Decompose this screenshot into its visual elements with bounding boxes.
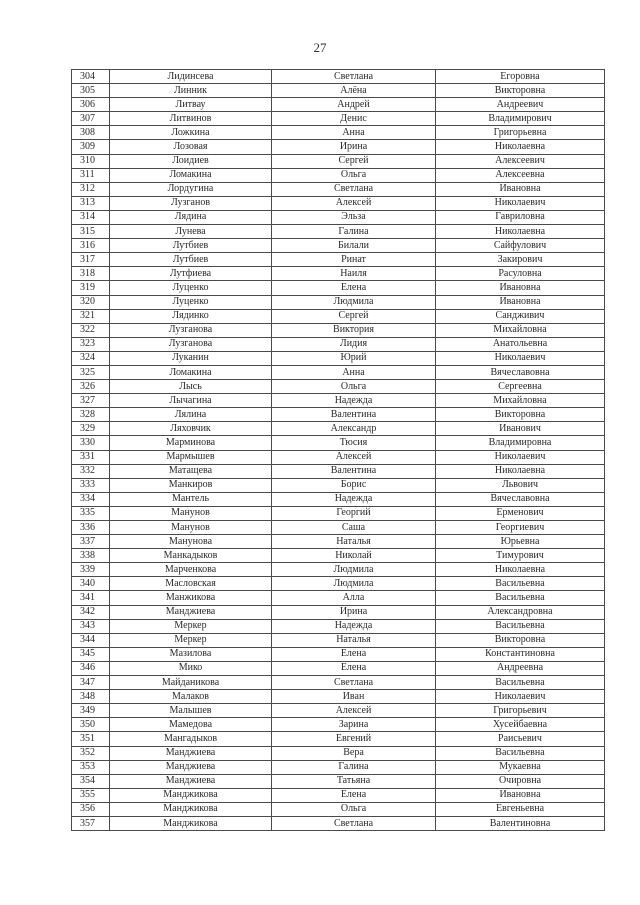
row-number-cell: 329: [72, 422, 110, 436]
last-name-cell: Манджикова: [110, 816, 272, 830]
patronymic-cell: Андреевич: [436, 98, 605, 112]
names-table: [71, 69, 605, 831]
row-number-cell: 353: [72, 760, 110, 774]
first-name-cell: Ирина: [272, 605, 436, 619]
row-number-cell: 330: [72, 436, 110, 450]
last-name-cell: Лядинко: [110, 309, 272, 323]
first-name-cell: Борис: [272, 478, 436, 492]
row-number-cell: 310: [72, 154, 110, 168]
first-name-cell: Алла: [272, 591, 436, 605]
row-number-cell: 350: [72, 718, 110, 732]
first-name-cell: Елена: [272, 788, 436, 802]
last-name-cell: Манджиева: [110, 605, 272, 619]
patronymic-cell: Ивановна: [436, 182, 605, 196]
patronymic-cell: Васильевна: [436, 746, 605, 760]
last-name-cell: Лидинсева: [110, 70, 272, 84]
first-name-cell: Иван: [272, 690, 436, 704]
table-row: [72, 253, 605, 267]
page-number: 27: [313, 40, 327, 55]
patronymic-cell: Ивановна: [436, 281, 605, 295]
patronymic-cell: Сайфулович: [436, 239, 605, 253]
last-name-cell: Манжикова: [110, 591, 272, 605]
last-name-cell: Мазилова: [110, 647, 272, 661]
table-row: [72, 239, 605, 253]
first-name-cell: Ольга: [272, 168, 436, 182]
first-name-cell: Виктория: [272, 323, 436, 337]
table-row: [72, 478, 605, 492]
first-name-cell: Эльза: [272, 210, 436, 224]
first-name-cell: Наталья: [272, 535, 436, 549]
row-number-cell: 357: [72, 816, 110, 830]
row-number-cell: 316: [72, 239, 110, 253]
patronymic-cell: Григорьевна: [436, 126, 605, 140]
row-number-cell: 327: [72, 394, 110, 408]
row-number-cell: 326: [72, 380, 110, 394]
row-number-cell: 320: [72, 295, 110, 309]
table-row: [72, 802, 605, 816]
first-name-cell: Ирина: [272, 140, 436, 154]
first-name-cell: Денис: [272, 112, 436, 126]
patronymic-cell: Тимурович: [436, 549, 605, 563]
table-row: [72, 647, 605, 661]
first-name-cell: Евгений: [272, 732, 436, 746]
row-number-cell: 340: [72, 577, 110, 591]
first-name-cell: Тюсия: [272, 436, 436, 450]
last-name-cell: Марминова: [110, 436, 272, 450]
patronymic-cell: Очировна: [436, 774, 605, 788]
last-name-cell: Луценко: [110, 281, 272, 295]
patronymic-cell: Львович: [436, 478, 605, 492]
row-number-cell: 331: [72, 450, 110, 464]
patronymic-cell: Владимирович: [436, 112, 605, 126]
first-name-cell: Алексей: [272, 704, 436, 718]
last-name-cell: Луканин: [110, 351, 272, 365]
last-name-cell: Лунева: [110, 225, 272, 239]
last-name-cell: Манунова: [110, 535, 272, 549]
last-name-cell: Литвинов: [110, 112, 272, 126]
last-name-cell: Ложкина: [110, 126, 272, 140]
last-name-cell: Манунов: [110, 506, 272, 520]
last-name-cell: Мамедова: [110, 718, 272, 732]
last-name-cell: Мико: [110, 661, 272, 675]
patronymic-cell: Васильевна: [436, 676, 605, 690]
table-row: [72, 704, 605, 718]
row-number-cell: 308: [72, 126, 110, 140]
first-name-cell: Светлана: [272, 816, 436, 830]
first-name-cell: Саша: [272, 521, 436, 535]
patronymic-cell: Николаевна: [436, 563, 605, 577]
patronymic-cell: Ивановна: [436, 295, 605, 309]
table-row: [72, 182, 605, 196]
patronymic-cell: Николаевна: [436, 140, 605, 154]
patronymic-cell: Алексеевна: [436, 168, 605, 182]
table-row: [72, 380, 605, 394]
table-row: [72, 225, 605, 239]
last-name-cell: Мангадыков: [110, 732, 272, 746]
first-name-cell: Алёна: [272, 84, 436, 98]
first-name-cell: Людмила: [272, 577, 436, 591]
patronymic-cell: Викторовна: [436, 84, 605, 98]
table-row: [72, 690, 605, 704]
table-row: [72, 816, 605, 830]
first-name-cell: Надежда: [272, 492, 436, 506]
first-name-cell: Сергей: [272, 309, 436, 323]
last-name-cell: Лузганова: [110, 337, 272, 351]
patronymic-cell: Анатольевна: [436, 337, 605, 351]
table-row: [72, 732, 605, 746]
row-number-cell: 354: [72, 774, 110, 788]
table-row: [72, 464, 605, 478]
row-number-cell: 317: [72, 253, 110, 267]
last-name-cell: Меркер: [110, 619, 272, 633]
last-name-cell: Линник: [110, 84, 272, 98]
row-number-cell: 322: [72, 323, 110, 337]
last-name-cell: Манкиров: [110, 478, 272, 492]
row-number-cell: 336: [72, 521, 110, 535]
row-number-cell: 314: [72, 210, 110, 224]
first-name-cell: Зарина: [272, 718, 436, 732]
row-number-cell: 337: [72, 535, 110, 549]
first-name-cell: Алексей: [272, 196, 436, 210]
first-name-cell: Елена: [272, 661, 436, 675]
patronymic-cell: Валентиновна: [436, 816, 605, 830]
patronymic-cell: Георгиевич: [436, 521, 605, 535]
table-row: [72, 84, 605, 98]
first-name-cell: Людмила: [272, 295, 436, 309]
patronymic-cell: Вячеславовна: [436, 492, 605, 506]
patronymic-cell: Евгеньевна: [436, 802, 605, 816]
table-row: [72, 718, 605, 732]
last-name-cell: Лузганов: [110, 196, 272, 210]
table-row: [72, 394, 605, 408]
patronymic-cell: Хусейбаевна: [436, 718, 605, 732]
first-name-cell: Александр: [272, 422, 436, 436]
table-row: [72, 140, 605, 154]
last-name-cell: Манджикова: [110, 802, 272, 816]
patronymic-cell: Алексеевич: [436, 154, 605, 168]
patronymic-cell: Егоровна: [436, 70, 605, 84]
row-number-cell: 332: [72, 464, 110, 478]
last-name-cell: Лозовая: [110, 140, 272, 154]
table-row: [72, 422, 605, 436]
patronymic-cell: Васильевна: [436, 591, 605, 605]
last-name-cell: Матащева: [110, 464, 272, 478]
row-number-cell: 345: [72, 647, 110, 661]
last-name-cell: Манджиева: [110, 760, 272, 774]
first-name-cell: Наиля: [272, 267, 436, 281]
row-number-cell: 304: [72, 70, 110, 84]
last-name-cell: Ломакина: [110, 168, 272, 182]
row-number-cell: 311: [72, 168, 110, 182]
last-name-cell: Майданикова: [110, 676, 272, 690]
patronymic-cell: Сандживич: [436, 309, 605, 323]
patronymic-cell: Сергеевна: [436, 380, 605, 394]
table-row: [72, 365, 605, 379]
patronymic-cell: Александровна: [436, 605, 605, 619]
row-number-cell: 351: [72, 732, 110, 746]
first-name-cell: Валентина: [272, 464, 436, 478]
last-name-cell: Малаков: [110, 690, 272, 704]
row-number-cell: 344: [72, 633, 110, 647]
first-name-cell: Ринат: [272, 253, 436, 267]
table-row: [72, 323, 605, 337]
patronymic-cell: Юрьевна: [436, 535, 605, 549]
last-name-cell: Лычагина: [110, 394, 272, 408]
row-number-cell: 333: [72, 478, 110, 492]
row-number-cell: 335: [72, 506, 110, 520]
row-number-cell: 309: [72, 140, 110, 154]
last-name-cell: Масловская: [110, 577, 272, 591]
last-name-cell: Лялина: [110, 408, 272, 422]
row-number-cell: 315: [72, 225, 110, 239]
last-name-cell: Лядина: [110, 210, 272, 224]
table-row: [72, 267, 605, 281]
patronymic-cell: Николаевич: [436, 351, 605, 365]
table-row: [72, 676, 605, 690]
last-name-cell: Лутбиев: [110, 239, 272, 253]
row-number-cell: 334: [72, 492, 110, 506]
table-row: [72, 619, 605, 633]
first-name-cell: Надежда: [272, 394, 436, 408]
names-table-body: [72, 70, 605, 831]
last-name-cell: Манджикова: [110, 788, 272, 802]
patronymic-cell: Викторовна: [436, 633, 605, 647]
first-name-cell: Людмила: [272, 563, 436, 577]
table-row: [72, 746, 605, 760]
first-name-cell: Татьяна: [272, 774, 436, 788]
patronymic-cell: Николаевна: [436, 464, 605, 478]
row-number-cell: 348: [72, 690, 110, 704]
row-number-cell: 343: [72, 619, 110, 633]
last-name-cell: Мармышев: [110, 450, 272, 464]
patronymic-cell: Николаевич: [436, 690, 605, 704]
first-name-cell: Светлана: [272, 676, 436, 690]
row-number-cell: 356: [72, 802, 110, 816]
table-row: [72, 521, 605, 535]
patronymic-cell: Васильевна: [436, 577, 605, 591]
table-row: [72, 351, 605, 365]
row-number-cell: 319: [72, 281, 110, 295]
first-name-cell: Валентина: [272, 408, 436, 422]
table-row: [72, 774, 605, 788]
patronymic-cell: Константиновна: [436, 647, 605, 661]
patronymic-cell: Иванович: [436, 422, 605, 436]
first-name-cell: Надежда: [272, 619, 436, 633]
patronymic-cell: Андреевна: [436, 661, 605, 675]
first-name-cell: Андрей: [272, 98, 436, 112]
last-name-cell: Лутбиев: [110, 253, 272, 267]
last-name-cell: Манкадыков: [110, 549, 272, 563]
table-row: [72, 168, 605, 182]
last-name-cell: Марченкова: [110, 563, 272, 577]
first-name-cell: Сергей: [272, 154, 436, 168]
first-name-cell: Светлана: [272, 70, 436, 84]
last-name-cell: Лузганова: [110, 323, 272, 337]
patronymic-cell: Владимировна: [436, 436, 605, 450]
last-name-cell: Лутфиева: [110, 267, 272, 281]
patronymic-cell: Николаевна: [436, 225, 605, 239]
patronymic-cell: Ивановна: [436, 788, 605, 802]
last-name-cell: Малышев: [110, 704, 272, 718]
patronymic-cell: Григорьевич: [436, 704, 605, 718]
table-row: [72, 591, 605, 605]
row-number-cell: 321: [72, 309, 110, 323]
row-number-cell: 338: [72, 549, 110, 563]
table-row: [72, 436, 605, 450]
first-name-cell: Анна: [272, 365, 436, 379]
row-number-cell: 323: [72, 337, 110, 351]
table-row: [72, 408, 605, 422]
table-row: [72, 535, 605, 549]
row-number-cell: 306: [72, 98, 110, 112]
last-name-cell: Лысь: [110, 380, 272, 394]
first-name-cell: Билали: [272, 239, 436, 253]
row-number-cell: 305: [72, 84, 110, 98]
patronymic-cell: Вячеславовна: [436, 365, 605, 379]
table-row: [72, 450, 605, 464]
table-row: [72, 196, 605, 210]
row-number-cell: 313: [72, 196, 110, 210]
row-number-cell: 312: [72, 182, 110, 196]
table-row: [72, 281, 605, 295]
patronymic-cell: Расуловна: [436, 267, 605, 281]
patronymic-cell: Васильевна: [436, 619, 605, 633]
row-number-cell: 342: [72, 605, 110, 619]
patronymic-cell: Николаевич: [436, 196, 605, 210]
table-row: [72, 154, 605, 168]
last-name-cell: Манджиева: [110, 746, 272, 760]
table-row: [72, 788, 605, 802]
last-name-cell: Лордугина: [110, 182, 272, 196]
table-row: [72, 295, 605, 309]
last-name-cell: Манунов: [110, 521, 272, 535]
first-name-cell: Ольга: [272, 802, 436, 816]
last-name-cell: Лоидиев: [110, 154, 272, 168]
table-row: [72, 337, 605, 351]
first-name-cell: Елена: [272, 281, 436, 295]
patronymic-cell: Мукаевна: [436, 760, 605, 774]
last-name-cell: Ляховчик: [110, 422, 272, 436]
first-name-cell: Галина: [272, 760, 436, 774]
row-number-cell: 318: [72, 267, 110, 281]
patronymic-cell: Михайловна: [436, 323, 605, 337]
patronymic-cell: Раисьевич: [436, 732, 605, 746]
last-name-cell: Луценко: [110, 295, 272, 309]
table-row: [72, 760, 605, 774]
row-number-cell: 355: [72, 788, 110, 802]
first-name-cell: Георгий: [272, 506, 436, 520]
table-row: [72, 309, 605, 323]
patronymic-cell: Закирович: [436, 253, 605, 267]
first-name-cell: Светлана: [272, 182, 436, 196]
last-name-cell: Ломакина: [110, 365, 272, 379]
first-name-cell: Вера: [272, 746, 436, 760]
row-number-cell: 324: [72, 351, 110, 365]
table-row: [72, 210, 605, 224]
first-name-cell: Ольга: [272, 380, 436, 394]
table-row: [72, 70, 605, 84]
table-row: [72, 605, 605, 619]
table-row: [72, 577, 605, 591]
table-row: [72, 563, 605, 577]
patronymic-cell: Николаевич: [436, 450, 605, 464]
table-row: [72, 549, 605, 563]
patronymic-cell: Михайловна: [436, 394, 605, 408]
first-name-cell: Галина: [272, 225, 436, 239]
row-number-cell: 347: [72, 676, 110, 690]
table-row: [72, 492, 605, 506]
first-name-cell: Лидия: [272, 337, 436, 351]
first-name-cell: Алексей: [272, 450, 436, 464]
table-row: [72, 506, 605, 520]
patronymic-cell: Ерменович: [436, 506, 605, 520]
first-name-cell: Николай: [272, 549, 436, 563]
row-number-cell: 341: [72, 591, 110, 605]
last-name-cell: Манджиева: [110, 774, 272, 788]
row-number-cell: 328: [72, 408, 110, 422]
patronymic-cell: Викторовна: [436, 408, 605, 422]
first-name-cell: Юрий: [272, 351, 436, 365]
first-name-cell: Наталья: [272, 633, 436, 647]
first-name-cell: Елена: [272, 647, 436, 661]
table-row: [72, 661, 605, 675]
row-number-cell: 346: [72, 661, 110, 675]
table-row: [72, 98, 605, 112]
last-name-cell: Меркер: [110, 633, 272, 647]
row-number-cell: 325: [72, 365, 110, 379]
last-name-cell: Мантель: [110, 492, 272, 506]
first-name-cell: Анна: [272, 126, 436, 140]
row-number-cell: 339: [72, 563, 110, 577]
table-row: [72, 126, 605, 140]
patronymic-cell: Гавриловна: [436, 210, 605, 224]
row-number-cell: 349: [72, 704, 110, 718]
table-row: [72, 633, 605, 647]
row-number-cell: 307: [72, 112, 110, 126]
table-row: [72, 112, 605, 126]
row-number-cell: 352: [72, 746, 110, 760]
last-name-cell: Литвау: [110, 98, 272, 112]
